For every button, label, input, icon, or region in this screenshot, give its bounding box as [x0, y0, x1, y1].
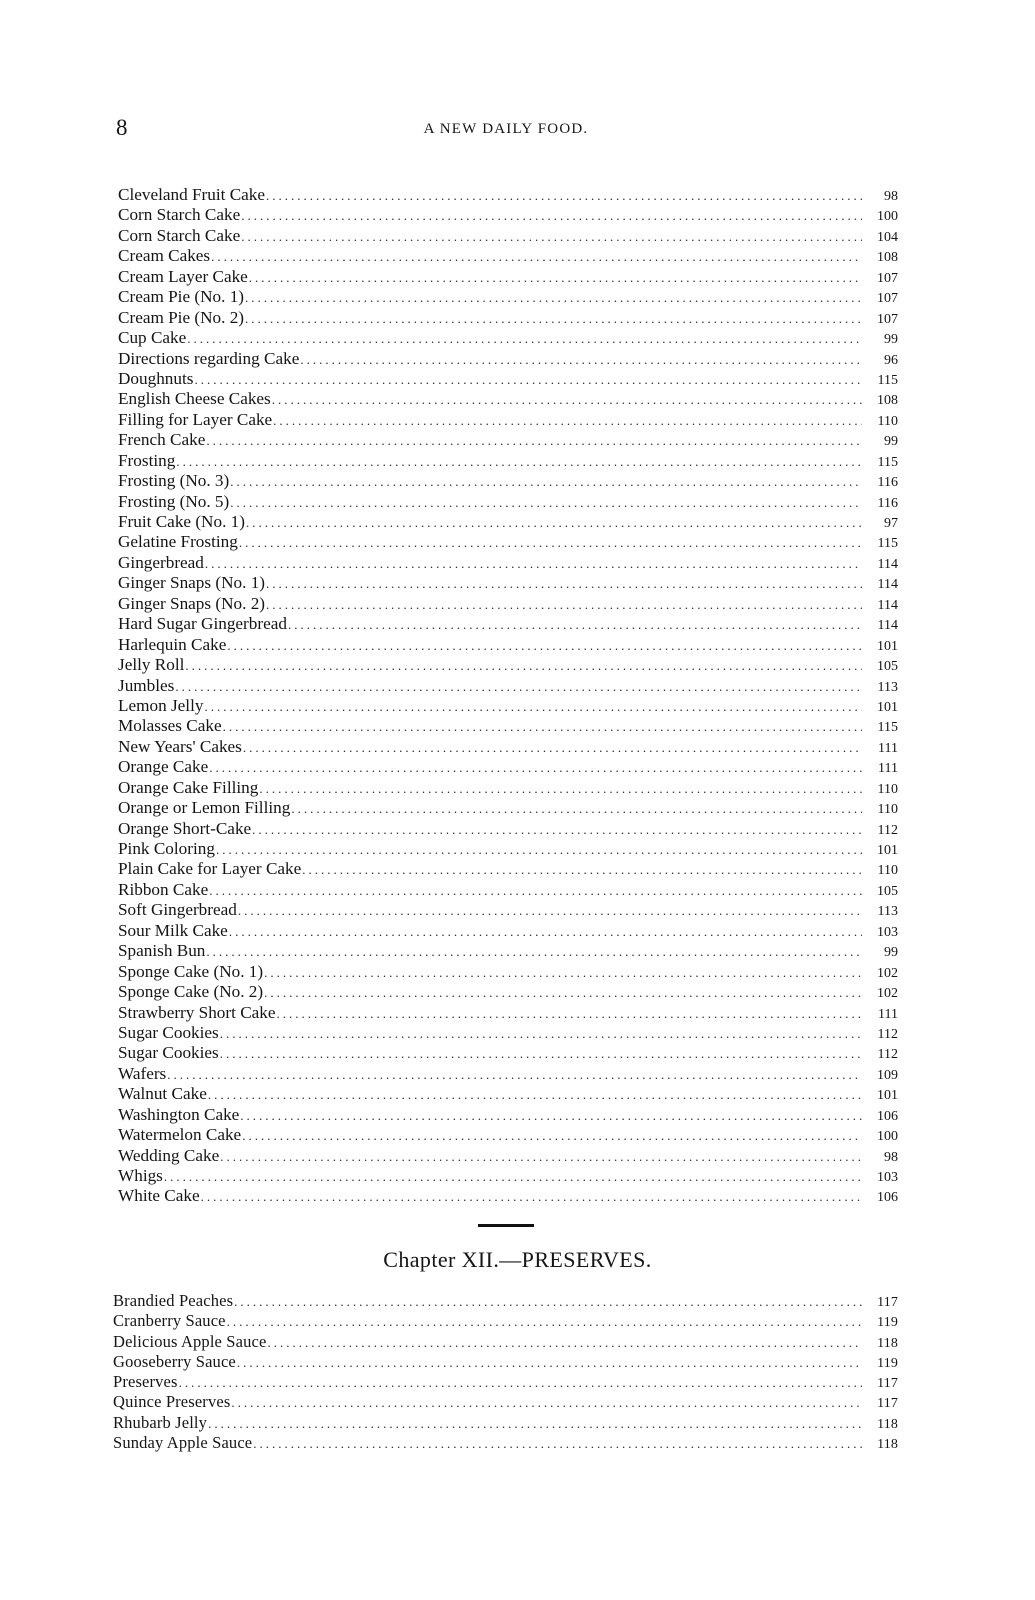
- dot-leader: [179, 1373, 862, 1393]
- dot-leader: [253, 1434, 862, 1454]
- entry-page-number: 111: [878, 761, 898, 777]
- entry-page-number: 103: [877, 924, 898, 940]
- dot-leader: [205, 554, 862, 574]
- entry-title: Cleveland Fruit Cake: [118, 185, 266, 204]
- entry-page-number: 112: [877, 1047, 898, 1063]
- index-entry: [118, 246, 898, 266]
- index-entry: [118, 880, 898, 900]
- entry-page-number: 112: [877, 822, 898, 838]
- index-entry: [118, 1084, 898, 1104]
- index-entry: [118, 1105, 898, 1125]
- entry-title: Preserves: [113, 1372, 178, 1391]
- entry-title: Cream Cakes: [118, 246, 211, 266]
- index-entry: [118, 369, 898, 389]
- entry-title: Orange Cake: [118, 757, 209, 777]
- entry-title: White Cake: [118, 1186, 200, 1206]
- index-entry: [113, 1372, 898, 1392]
- entry-page-number: 107: [877, 270, 898, 286]
- entry-page-number: 109: [877, 1067, 898, 1083]
- entry-page-number: 101: [877, 638, 898, 654]
- index-entry: [118, 328, 898, 348]
- entry-page-number: 115: [877, 536, 898, 552]
- entry-page-number: 101: [877, 699, 898, 715]
- index-entry: [118, 982, 898, 1002]
- dot-leader: [194, 370, 862, 390]
- index-entry: [118, 185, 898, 205]
- entry-page-number: 113: [877, 679, 898, 695]
- entry-page-number: 101: [877, 1088, 898, 1104]
- entry-page-number: 106: [877, 1108, 898, 1124]
- cake-index-list: [118, 185, 898, 1207]
- entry-page-number: 116: [877, 475, 898, 491]
- index-entry: [118, 798, 898, 818]
- entry-page-number: 99: [884, 945, 898, 961]
- dot-leader: [234, 1292, 862, 1312]
- index-entry: [118, 676, 898, 696]
- entry-title: French Cake: [118, 430, 206, 450]
- dot-leader: [264, 963, 862, 983]
- entry-page-number: 115: [877, 720, 898, 736]
- dot-leader: [230, 472, 862, 492]
- entry-title: Ginger Snaps (No. 1): [118, 573, 266, 593]
- index-entry: [118, 573, 898, 593]
- index-entry: [118, 655, 898, 675]
- entry-page-number: 114: [877, 556, 898, 572]
- dot-leader: [302, 860, 862, 880]
- dot-leader: [242, 1126, 862, 1146]
- dot-leader: [216, 840, 862, 860]
- entry-title: Orange Short-Cake: [118, 818, 252, 838]
- page-number: 8: [116, 115, 128, 140]
- index-entry: [118, 451, 898, 471]
- index-entry: [113, 1433, 898, 1453]
- index-entry: [118, 532, 898, 552]
- entry-title: Frosting (No. 3): [118, 471, 230, 491]
- entry-title: Soft Gingerbread: [118, 900, 237, 920]
- entry-page-number: 118: [877, 1335, 898, 1351]
- index-entry: [118, 757, 898, 777]
- dot-leader: [223, 717, 862, 737]
- entry-title: Quince Preserves: [113, 1392, 231, 1412]
- entry-page-number: 118: [877, 1416, 898, 1432]
- entry-title: Lemon Jelly: [118, 695, 204, 715]
- entry-title: Gingerbread: [118, 552, 204, 572]
- dot-leader: [209, 758, 862, 778]
- entry-title: Brandied Peaches: [113, 1291, 234, 1310]
- dot-leader: [238, 901, 862, 921]
- dot-leader: [252, 820, 862, 840]
- entry-page-number: 117: [877, 1396, 898, 1412]
- entry-title: Gooseberry Sauce: [113, 1351, 236, 1371]
- dot-leader: [167, 1065, 862, 1085]
- dot-leader: [175, 677, 862, 697]
- dot-leader: [266, 186, 862, 206]
- entry-title: English Cheese Cakes: [118, 389, 271, 409]
- dot-leader: [241, 227, 862, 247]
- dot-leader: [246, 513, 862, 533]
- dot-leader: [259, 779, 862, 799]
- entry-page-number: 113: [877, 904, 898, 920]
- entry-title: Sponge Cake (No. 2): [118, 982, 264, 1002]
- dot-leader: [229, 922, 862, 942]
- index-entry: [118, 941, 898, 961]
- entry-title: Cream Layer Cake: [118, 266, 248, 286]
- entry-title: Harlequin Cake: [118, 634, 227, 654]
- entry-page-number: 117: [877, 1376, 898, 1391]
- entry-title: Fruit Cake (No. 1): [118, 512, 245, 531]
- entry-title: Whigs: [118, 1166, 163, 1185]
- dot-leader: [208, 1085, 862, 1105]
- entry-title: Doughnuts: [118, 368, 194, 388]
- dot-leader: [245, 288, 862, 308]
- running-title: A NEW DAILY FOOD.: [423, 121, 589, 137]
- entry-title: Filling for Layer Cake: [118, 409, 273, 429]
- entry-page-number: 104: [877, 229, 898, 245]
- dot-leader: [206, 431, 862, 451]
- entry-title: Molasses Cake: [118, 716, 222, 736]
- entry-title: Cranberry Sauce: [113, 1311, 226, 1331]
- dot-leader: [220, 1147, 862, 1167]
- dot-leader: [206, 942, 862, 962]
- entry-title: Cup Cake: [118, 328, 187, 348]
- entry-title: Sponge Cake (No. 1): [118, 961, 264, 981]
- dot-leader: [241, 206, 862, 226]
- dot-leader: [176, 452, 862, 472]
- index-entry: [113, 1311, 898, 1331]
- entry-title: Plain Cake for Layer Cake: [118, 859, 302, 879]
- entry-page-number: 118: [877, 1436, 898, 1452]
- index-entry: [118, 410, 898, 430]
- entry-page-number: 111: [878, 1006, 898, 1022]
- index-entry: [118, 226, 898, 246]
- index-entry: [118, 696, 898, 716]
- dot-leader: [272, 390, 862, 410]
- dot-leader: [237, 1353, 862, 1373]
- dot-leader: [249, 268, 862, 288]
- entry-page-number: 105: [877, 883, 898, 899]
- entry-page-number: 119: [877, 1315, 898, 1331]
- dot-leader: [239, 533, 862, 553]
- dot-leader: [240, 1106, 862, 1126]
- entry-title: Gelatine Frosting: [118, 532, 238, 552]
- index-entry: [118, 839, 898, 859]
- entry-title: Sour Milk Cake: [118, 920, 228, 940]
- index-entry: [118, 267, 898, 287]
- entry-page-number: 115: [877, 372, 898, 388]
- entry-title: Frosting (No. 5): [118, 491, 230, 511]
- dot-leader: [187, 329, 862, 349]
- entry-page-number: 108: [877, 393, 898, 409]
- dot-leader: [208, 1414, 862, 1434]
- entry-title: Orange or Lemon Filling: [118, 798, 291, 818]
- entry-title: Orange Cake Filling: [118, 777, 259, 797]
- index-entry: [118, 1043, 898, 1063]
- index-entry: [118, 308, 898, 328]
- entry-page-number: 117: [877, 1295, 898, 1310]
- index-entry: [118, 389, 898, 409]
- dot-leader: [264, 983, 862, 1003]
- entry-title: Wafers: [118, 1063, 167, 1083]
- index-entry: [118, 737, 898, 757]
- entry-title: Cream Pie (No. 1): [118, 287, 245, 307]
- entry-page-number: 99: [884, 434, 898, 450]
- entry-title: Jumbles: [118, 675, 175, 695]
- dot-leader: [185, 656, 862, 676]
- entry-page-number: 103: [877, 1170, 898, 1185]
- entry-page-number: 108: [877, 250, 898, 266]
- index-entry: [118, 614, 898, 634]
- chapter-heading: Chapter XII.—PRESERVES.: [383, 1247, 652, 1272]
- entry-title: Corn Starch Cake: [118, 205, 241, 225]
- dot-leader: [266, 595, 862, 615]
- index-entry: [113, 1291, 898, 1311]
- entry-page-number: 111: [878, 740, 898, 756]
- index-entry: [118, 1064, 898, 1084]
- dot-leader: [245, 309, 862, 329]
- preserves-index-list: [113, 1291, 898, 1453]
- page-header: [116, 114, 896, 144]
- entry-title: Ribbon Cake: [118, 879, 209, 899]
- entry-page-number: 106: [877, 1190, 898, 1206]
- dot-leader: [291, 799, 862, 819]
- entry-title: Sugar Cookies: [118, 1043, 219, 1063]
- entry-title: Delicious Apple Sauce: [113, 1331, 267, 1351]
- entry-page-number: 116: [877, 495, 898, 511]
- entry-page-number: 97: [884, 516, 898, 531]
- entry-page-number: 98: [884, 189, 898, 204]
- index-entry: [118, 962, 898, 982]
- entry-page-number: 96: [884, 352, 898, 368]
- index-entry: [118, 205, 898, 225]
- entry-page-number: 110: [877, 413, 898, 429]
- section-divider: [478, 1224, 534, 1227]
- dot-leader: [211, 247, 862, 267]
- index-entry: [118, 287, 898, 307]
- entry-page-number: 119: [877, 1355, 898, 1371]
- index-entry: [118, 859, 898, 879]
- index-entry: [118, 553, 898, 573]
- index-entry: [118, 1146, 898, 1166]
- entry-page-number: 115: [877, 454, 898, 470]
- entry-title: Directions regarding Cake: [118, 348, 300, 368]
- entry-title: Jelly Roll: [118, 655, 185, 675]
- index-entry: [113, 1332, 898, 1352]
- index-entry: [118, 349, 898, 369]
- entry-title: Strawberry Short Cake: [118, 1002, 276, 1022]
- dot-leader: [277, 1004, 862, 1024]
- index-entry: [118, 716, 898, 736]
- entry-page-number: 99: [884, 332, 898, 348]
- entry-title: Frosting: [118, 450, 176, 470]
- entry-title: Watermelon Cake: [118, 1125, 242, 1145]
- dot-leader: [227, 1312, 862, 1332]
- entry-title: Sugar Cookies: [118, 1022, 219, 1042]
- index-entry: [118, 819, 898, 839]
- index-entry: [113, 1392, 898, 1412]
- entry-page-number: 107: [877, 291, 898, 307]
- dot-leader: [300, 350, 862, 370]
- index-entry: [118, 778, 898, 798]
- dot-leader: [209, 881, 862, 901]
- index-entry: [118, 1125, 898, 1145]
- entry-page-number: 110: [877, 802, 898, 818]
- entry-page-number: 114: [877, 577, 898, 593]
- dot-leader: [231, 1393, 862, 1413]
- dot-leader: [288, 615, 862, 635]
- entry-title: Spanish Bun: [118, 941, 206, 961]
- entry-title: Cream Pie (No. 2): [118, 307, 245, 327]
- entry-page-number: 102: [877, 986, 898, 1002]
- entry-title: Washington Cake: [118, 1104, 240, 1124]
- entry-title: Ginger Snaps (No. 2): [118, 593, 266, 613]
- index-entry: [118, 430, 898, 450]
- entry-page-number: 110: [877, 863, 898, 879]
- index-entry: [118, 492, 898, 512]
- entry-title: Corn Starch Cake: [118, 225, 241, 245]
- entry-page-number: 100: [877, 209, 898, 225]
- entry-title: Pink Coloring: [118, 839, 215, 858]
- entry-title: New Years' Cakes: [118, 736, 242, 756]
- entry-page-number: 114: [877, 618, 898, 634]
- index-entry: [118, 921, 898, 941]
- dot-leader: [266, 574, 862, 594]
- entry-title: Hard Sugar Gingerbread: [118, 614, 287, 634]
- dot-leader: [230, 493, 862, 513]
- index-entry: [113, 1352, 898, 1372]
- index-entry: [118, 1003, 898, 1023]
- dot-leader: [243, 738, 862, 758]
- entry-title: Sunday Apple Sauce: [113, 1432, 253, 1452]
- dot-leader: [220, 1044, 862, 1064]
- dot-leader: [273, 411, 862, 431]
- dot-leader: [227, 636, 862, 656]
- entry-page-number: 112: [877, 1026, 898, 1042]
- entry-page-number: 101: [877, 843, 898, 858]
- entry-page-number: 110: [877, 781, 898, 797]
- dot-leader: [267, 1333, 862, 1353]
- entry-page-number: 114: [877, 597, 898, 613]
- index-entry: [118, 1166, 898, 1186]
- entry-title: Wedding Cake: [118, 1145, 220, 1165]
- index-entry: [118, 900, 898, 920]
- index-entry: [118, 471, 898, 491]
- index-entry: [118, 1186, 898, 1206]
- index-entry: [118, 512, 898, 532]
- entry-page-number: 102: [877, 965, 898, 981]
- entry-title: Rhubarb Jelly: [113, 1412, 208, 1432]
- entry-page-number: 105: [877, 659, 898, 675]
- dot-leader: [164, 1167, 862, 1187]
- dot-leader: [220, 1024, 862, 1044]
- entry-page-number: 107: [877, 311, 898, 327]
- index-entry: [118, 635, 898, 655]
- dot-leader: [204, 697, 862, 717]
- entry-title: Walnut Cake: [118, 1084, 207, 1104]
- entry-page-number: 100: [877, 1129, 898, 1145]
- index-entry: [118, 1023, 898, 1043]
- index-entry: [118, 594, 898, 614]
- index-entry: [113, 1413, 898, 1433]
- dot-leader: [201, 1187, 862, 1207]
- entry-page-number: 98: [884, 1149, 898, 1165]
